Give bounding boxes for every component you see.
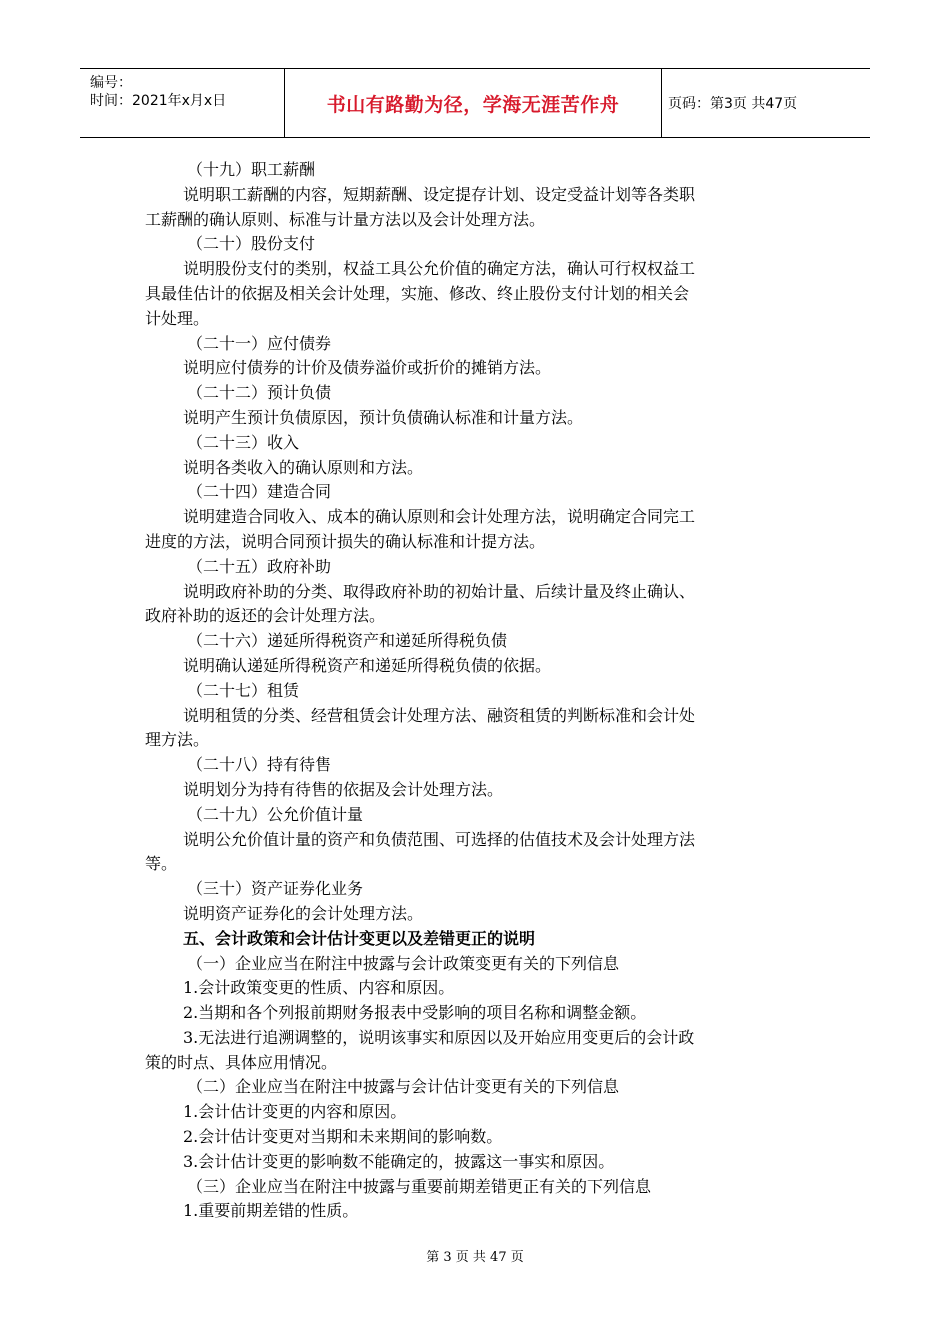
- header-page-cell: [662, 69, 870, 137]
- paragraph-line: 说明股份支付的类别，权益工具公允价值的确定方法，确认可行权权益工: [183, 259, 696, 279]
- subsection-heading: （一）企业应当在附注中披露与会计政策变更有关的下列信息: [187, 953, 620, 973]
- paragraph-line: 具最佳估计的依据及相关会计处理，实施、修改、终止股份支付计划的相关会: [145, 283, 690, 303]
- paragraph-line: 3.会计估计变更的影响数不能确定的，披露这一事实和原因。: [183, 1151, 615, 1171]
- subsection-heading: （二十九）公允价值计量: [187, 804, 364, 824]
- subsection-heading: （二十一）应付债券: [187, 333, 332, 353]
- subsection-heading: （三）企业应当在附注中披露与重要前期差错更正有关的下列信息: [187, 1176, 652, 1196]
- paragraph-line: 说明确认递延所得税资产和递延所得税负债的依据。: [183, 655, 552, 675]
- paragraph-line: 策的时点、具体应用情况。: [145, 1052, 338, 1072]
- header-page-info: 页码：第3页 共47页: [668, 96, 798, 112]
- subsection-heading: （二十五）政府补助: [187, 556, 332, 576]
- subsection-heading: （二十四）建造合同: [187, 482, 332, 502]
- subsection-heading: （二）企业应当在附注中披露与会计估计变更有关的下列信息: [187, 1077, 620, 1097]
- paragraph-line: 1.会计估计变更的内容和原因。: [183, 1102, 407, 1122]
- paragraph-line: 说明职工薪酬的内容，短期薪酬、设定提存计划、设定受益计划等各类职: [183, 184, 696, 204]
- paragraph-line: 1.重要前期差错的性质。: [183, 1201, 359, 1221]
- paragraph-line: 说明建造合同收入、成本的确认原则和会计处理方法，说明确定合同完工: [183, 507, 696, 527]
- document-time-label: 时间：2021年x月x日: [90, 93, 227, 109]
- subsection-heading: （二十八）持有待售: [187, 755, 332, 775]
- subsection-heading: （二十三）收入: [187, 432, 300, 452]
- paragraph-line: 说明公允价值计量的资产和负债范围、可选择的估值技术及会计处理方法: [183, 829, 696, 849]
- subsection-heading: （二十二）预计负债: [187, 383, 332, 403]
- subsection-heading: （二十）股份支付: [187, 234, 316, 254]
- paragraph-line: 理方法。: [145, 730, 210, 750]
- section-heading: 五、会计政策和会计估计变更以及差错更正的说明: [183, 928, 536, 948]
- subsection-heading: （十九）职工薪酬: [187, 160, 316, 179]
- paragraph-line: 等。: [145, 854, 178, 874]
- paragraph-line: 工薪酬的确认原则、标准与计量方法以及会计处理方法。: [145, 209, 546, 229]
- paragraph-line: 1.会计政策变更的性质、内容和原因。: [183, 978, 455, 998]
- paragraph-line: 说明资产证券化的会计处理方法。: [183, 903, 424, 923]
- subsection-heading: （二十六）递延所得税资产和递延所得税负债: [187, 631, 508, 651]
- paragraph-line: 说明政府补助的分类、取得政府补助的初始计量、后续计量及终止确认、: [183, 581, 696, 601]
- header-motto: 书山有路勤为径，学海无涯苦作舟: [326, 93, 620, 116]
- paragraph-line: 说明租赁的分类、经营租赁会计处理方法、融资租赁的判断标准和会计处: [183, 705, 696, 725]
- page-footer: 第 3 页 共 47 页: [426, 1250, 524, 1265]
- paragraph-line: 政府补助的返还的会计处理方法。: [145, 606, 386, 626]
- page-header: [80, 68, 870, 138]
- paragraph-line: 说明各类收入的确认原则和方法。: [183, 457, 424, 477]
- paragraph-line: 2.当期和各个列报前期财务报表中受影响的项目名称和调整金额。: [183, 1003, 647, 1023]
- paragraph-line: 说明划分为持有待售的依据及会计处理方法。: [183, 779, 504, 799]
- paragraph-line: 进度的方法，说明合同预计损失的确认标准和计提方法。: [145, 531, 546, 551]
- header-motto-cell: [285, 69, 662, 137]
- header-meta-cell: [80, 69, 285, 137]
- subsection-heading: （三十）资产证券化业务: [187, 879, 364, 899]
- document-number-label: 编号：: [90, 75, 132, 91]
- paragraph-line: 2.会计估计变更对当期和未来期间的影响数。: [183, 1127, 503, 1147]
- paragraph-line: 说明产生预计负债原因，预计负债确认标准和计量方法。: [183, 407, 584, 427]
- paragraph-line: 3.无法进行追溯调整的，说明该事实和原因以及开始应用变更后的会计政: [183, 1027, 695, 1047]
- paragraph-line: 说明应付债券的计价及债券溢价或折价的摊销方法。: [183, 358, 552, 378]
- document-body: [145, 158, 810, 1224]
- subsection-heading: （二十七）租赁: [187, 680, 300, 700]
- paragraph-line: 计处理。: [145, 308, 210, 328]
